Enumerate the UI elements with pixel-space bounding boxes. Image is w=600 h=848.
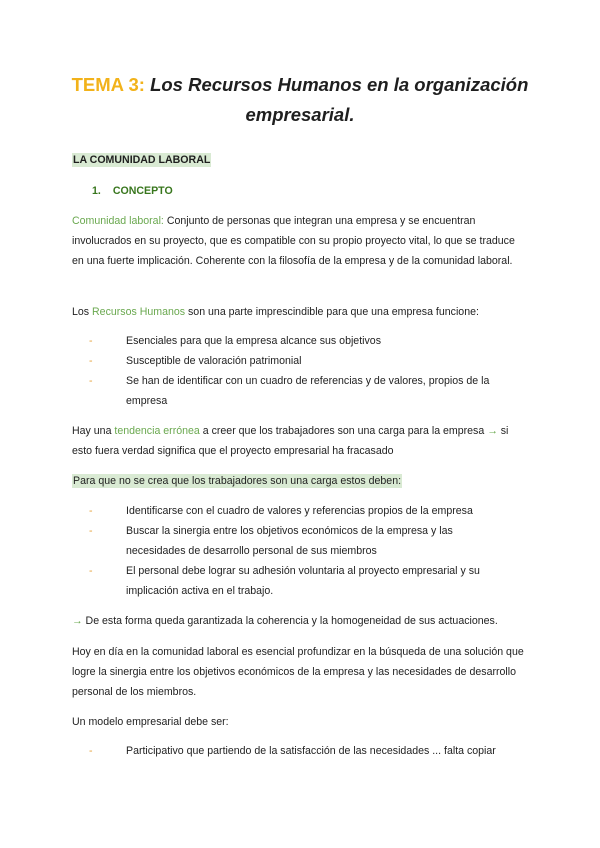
list-item: [89, 351, 511, 371]
dash-bullet: -: [89, 505, 93, 517]
section-heading: LA COMUNIDAD LABORAL: [73, 154, 211, 166]
paragraph-text: De esta forma queda garantizada la coherencia y la homogeneidad de sus actuaciones.: [82, 615, 498, 627]
dash-bullet: -: [89, 335, 93, 347]
term-recursos-humanos: Recursos Humanos: [92, 306, 186, 318]
title-text: Los Recursos Humanos en la organización empresarial.: [150, 74, 529, 125]
term-comunidad-laboral: Comunidad laboral:: [72, 215, 164, 227]
list-item: [89, 521, 511, 561]
subsection-heading: [72, 181, 528, 201]
paragraph-text-mid: a creer que los trabajadores son una carga para la empresa: [199, 425, 488, 437]
paragraph-text-pre: Hay una: [72, 425, 115, 437]
list-item: [89, 561, 511, 601]
paragraph-tendencia-erronea: [72, 421, 528, 461]
subsection-number: 1.: [92, 185, 101, 197]
subsection-label: CONCEPTO: [112, 185, 173, 197]
list-item-text: Esenciales para que la empresa alcance sus objetivos: [126, 335, 381, 347]
dash-bullet: -: [89, 355, 93, 367]
arrow-right-icon: →: [72, 615, 83, 627]
list-item-text: El personal debe lograr su adhesión voluntaria al proyecto empresarial y su implicación activa en el trabajo.: [126, 565, 480, 597]
dash-bullet: -: [89, 745, 93, 757]
dash-bullet: -: [89, 565, 93, 577]
list-item: [89, 371, 511, 411]
paragraph-hoy-en-dia: Hoy en día en la comunidad laboral es esencial profundizar en la búsqueda de una solución que logre la sinergia entre los objetivos económicos de la empresa y las necesidades de desarrollo personal de los miembros.: [72, 646, 524, 698]
list-modelo: [72, 741, 511, 761]
paragraph-conclusion: [72, 611, 528, 631]
dash-bullet: -: [89, 375, 93, 387]
list-item: [89, 501, 511, 521]
paragraph-recursos-humanos: [72, 302, 528, 322]
dash-bullet: -: [89, 525, 93, 537]
list-item-text: Buscar la sinergia entre los objetivos económicos de la empresa y las necesidades de desarrollo personal de sus miembros: [126, 525, 453, 557]
list-item-text: Se han de identificar con un cuadro de referencias y de valores, propios de la empresa: [126, 375, 490, 407]
paragraph-modelo-empresarial: Un modelo empresarial debe ser:: [72, 716, 229, 728]
paragraph-text-post: son una parte imprescindible para que una empresa funcione:: [185, 306, 479, 318]
title-tema: TEMA 3:: [71, 74, 145, 95]
paragraph-highlight: [72, 471, 528, 491]
list-item-text: Susceptible de valoración patrimonial: [126, 355, 302, 367]
arrow-right-icon: →: [487, 425, 498, 437]
term-tendencia-erronea: tendencia errónea: [114, 425, 200, 437]
list-item-text: Identificarse con el cuadro de valores y referencias propios de la empresa: [126, 505, 473, 517]
list-item: [89, 331, 511, 351]
paragraph-text-pre: Los: [72, 306, 93, 318]
list-recursos-humanos: [72, 331, 511, 411]
list-deberes: [72, 501, 511, 601]
highlighted-text: Para que no se crea que los trabajadores son una carga estos deben:: [73, 475, 402, 487]
paragraph-comunidad-laboral: [72, 211, 528, 271]
page-title: [60, 70, 540, 130]
section-heading-block: [72, 150, 528, 170]
list-item: [89, 741, 511, 761]
list-item-text: Participativo que partiendo de la satisfacción de las necesidades ... falta copiar: [126, 745, 496, 757]
paragraph-text-post: si esto fuera verdad significa que el proyecto empresarial ha fracasado: [72, 425, 509, 457]
paragraph-text: Conjunto de personas que integran una empresa y se encuentran involucrados en su proyecto, que es compatible con su propio proyecto vital, lo que se traduce en una fuerte implicación. Coherente con la filosofía de la empresa y de la comunidad laboral.: [72, 215, 515, 267]
